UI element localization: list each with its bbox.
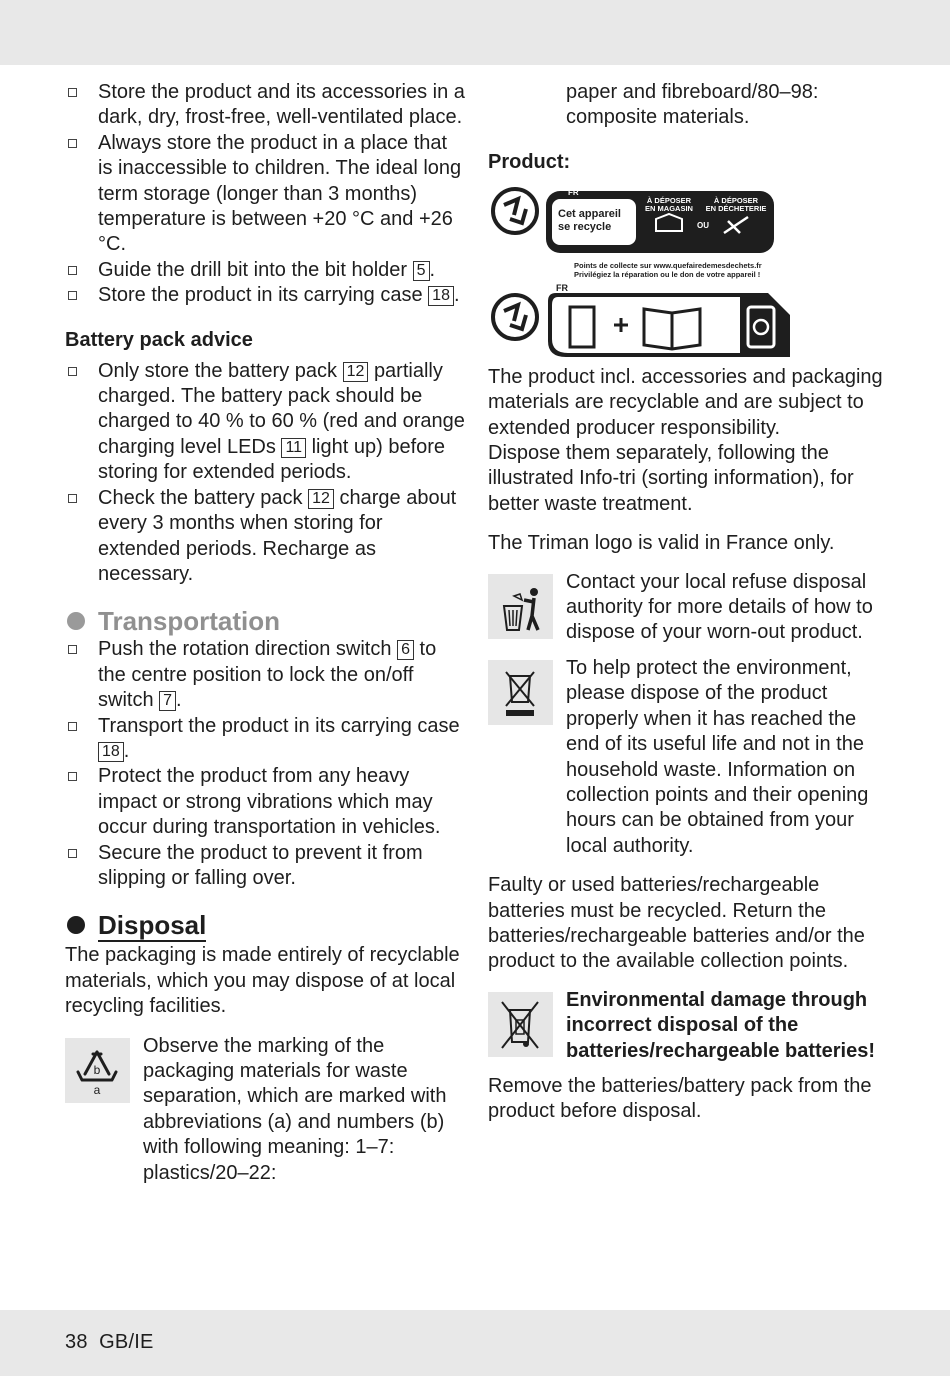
crossed-bin-icon (488, 660, 553, 725)
list-item-transport-1: Push the rotation direction switch 6 to the centre position to lock the on/off switch 7 . (65, 637, 465, 713)
checkbox-bullet-icon (68, 645, 77, 654)
triman-valid-note: The Triman logo is valid in France only. (488, 532, 835, 555)
page-header-bar (0, 0, 950, 65)
left-column (65, 80, 465, 1186)
checkbox-bullet-icon (68, 291, 77, 300)
disposal-paragraph: The packaging is made entirely of recyclable materials, which you may dispose of at local recycling facilities. (65, 944, 460, 1018)
disposal-heading: Disposal (65, 909, 465, 941)
svg-text:Cet appareil: Cet appareil (558, 207, 621, 220)
svg-text:FR: FR (568, 187, 579, 197)
list-item-case: Store the product in its carrying case 18 . (65, 283, 465, 308)
checkbox-bullet-icon (68, 849, 77, 858)
checkbox-bullet-icon (68, 367, 77, 376)
list-item-battery-1: Only store the battery pack 12 partially charged. The battery pack should be charged to 40 % to 60 % (red and orange charging level LEDs 11 light up) before storing for extended periods. (65, 359, 465, 486)
env-damage-warning: Environmental damage through incorrect disposal of the batteries/rechargeable batteries! (488, 988, 888, 1064)
svg-text:FR: FR (556, 282, 568, 293)
svg-text:EN MAGASIN: EN MAGASIN (645, 203, 693, 213)
list-item-transport-4: Secure the product to prevent it from slipping or falling over. (65, 841, 465, 892)
svg-text:se recycle: se recycle (558, 220, 612, 233)
recycle-icon (65, 1038, 130, 1103)
part-number: 12 (343, 362, 369, 382)
crossed-battery-bin-icon (488, 992, 553, 1057)
checkbox-bullet-icon (68, 494, 77, 503)
part-number: 6 (397, 640, 414, 660)
remove-batteries-paragraph: Remove the batteries/battery pack from the product before disposal. (488, 1074, 872, 1123)
section-bullet-icon (67, 916, 85, 934)
part-number: 7 (159, 691, 176, 711)
batteries-paragraph: Faulty or used batteries/rechargeable batteries must be recycled. Return the batteries/rechargeable batteries and/or the product to the available collection points. (488, 874, 865, 973)
battery-heading: Battery pack advice (65, 328, 253, 351)
list-item-storage-2: Always store the product in a place that is inaccessible to children. The ideal long term storage (longer than 3 months) temperature is between +20 °C and +26 °C. (65, 131, 465, 258)
marking-continuation: paper and fibreboard/80–98: composite materials. (566, 81, 819, 129)
part-number: 18 (98, 742, 124, 762)
checkbox-bullet-icon (68, 139, 77, 148)
transportation-heading: Transportation (65, 605, 465, 637)
dispose-paragraph: Dispose them separately, following the illustrated Info-tri (sorting information), for better waste treatment. (488, 442, 854, 515)
part-number: 11 (281, 438, 306, 458)
checkbox-bullet-icon (68, 266, 77, 275)
svg-text:Privilégiez la réparation ou l: Privilégiez la réparation ou le don de votre appareil ! (574, 269, 761, 279)
checkbox-bullet-icon (68, 722, 77, 731)
section-bullet-icon (67, 612, 85, 630)
svg-text:À DÉPOSER: À DÉPOSER (646, 195, 692, 205)
part-number: 12 (308, 489, 334, 509)
waste-bin-person-icon (488, 574, 553, 639)
svg-text:b: b (93, 1062, 101, 1077)
list-item-battery-2: Check the battery pack 12 charge about every 3 months when storing for extended periods. Recharge as necessary. (65, 486, 465, 588)
recyclable-paragraph: The product incl. accessories and packaging materials are recyclable and are subject to extended producer responsibility. (488, 365, 883, 439)
checkbox-bullet-icon (68, 772, 77, 781)
right-column (488, 80, 888, 1125)
svg-text:Points de collecte sur www.que: Points de collecte sur www.quefairedemesdechets.fr (574, 260, 762, 270)
marking-block: b a Observe the marking of the packaging materials for waste separation, which are marked with abbreviations (a) and numbers (b) with following meaning: 1–7: plastics/20–22: (65, 1034, 465, 1186)
svg-text:À DÉPOSER: À DÉPOSER (713, 195, 759, 205)
checkbox-bullet-icon (68, 88, 77, 97)
svg-text:OU: OU (697, 220, 709, 230)
svg-text:a: a (93, 1082, 101, 1097)
triman-info-tri-logo (488, 185, 808, 357)
part-number: 18 (428, 286, 454, 306)
list-item-transport-2: Transport the product in its carrying case 18 . (65, 714, 465, 765)
list-item-drill: Guide the drill bit into the bit holder 5 . (65, 258, 465, 283)
contact-block: Contact your local refuse disposal authority for more details of how to dispose of your worn-out product. (488, 570, 888, 646)
list-item-storage-1: Store the product and its accessories in a dark, dry, frost-free, well-ventilated place. (65, 80, 465, 131)
product-label: Product: (488, 150, 571, 173)
triman-figure-icon (493, 189, 537, 233)
protect-block: To help protect the environment, please dispose of the product properly when it has reached the end of its useful life and not in the household waste. Information on collection points and their opening hours can be obtained from your local authority. (488, 656, 888, 859)
list-item-transport-3: Protect the product from any heavy impact or strong vibrations which may occur during transportation in vehicles. (65, 764, 465, 840)
part-number: 5 (413, 261, 430, 281)
page-number: 38 GB/IE (65, 1331, 154, 1353)
svg-text:EN DÉCHETERIE: EN DÉCHETERIE (705, 203, 767, 213)
